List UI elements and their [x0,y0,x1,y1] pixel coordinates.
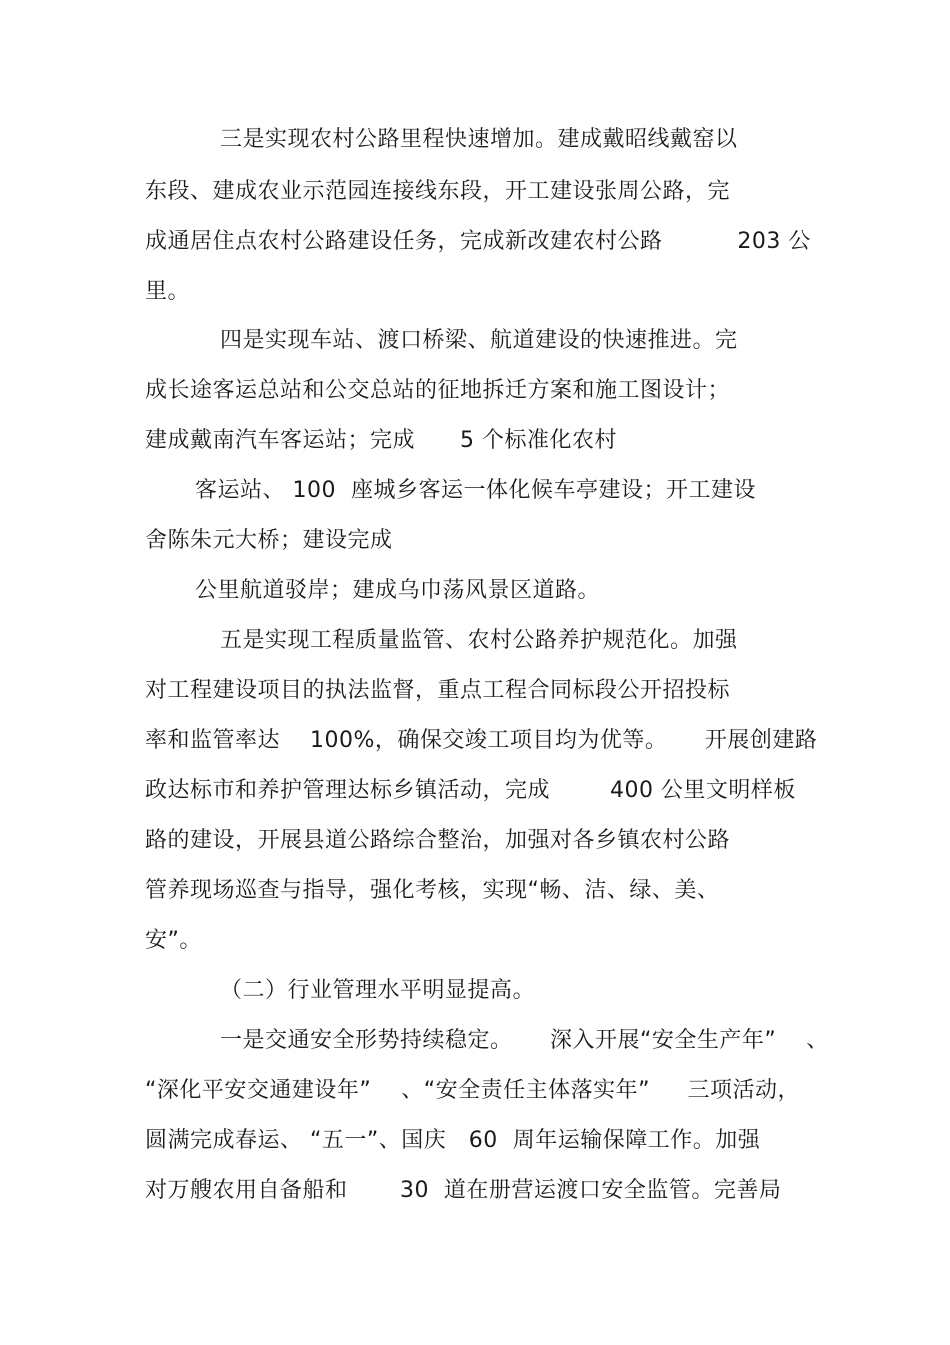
text-line: “深化平安交通建设年” 、“安全责任主体落实年” 三项活动， [145,1078,801,1103]
text-line: 成通居住点农村公路建设任务，完成新改建农村公路 203 公 [145,229,811,254]
text-line: 一是交通安全形势持续稳定。 深入开展“安全生产年” 、 [220,1028,829,1053]
text-line: 成长途客运总站和公交总站的征地拆迁方案和施工图设计； [145,378,731,403]
text-line: 三是实现农村公路里程快速增加。建成戴昭线戴窑以 [220,127,738,152]
text-line: 率和监管率达 100%，确保交竣工项目均为优等。 开展创建路 [145,728,818,753]
text-line: 路的建设，开展县道公路综合整治，加强对各乡镇农村公路 [145,828,731,853]
text-line: 圆满完成春运、 “五一”、国庆 60 周年运输保障工作。加强 [145,1128,761,1153]
text-line: 舍陈朱元大桥；建设完成 [145,528,393,553]
text-line: 政达标市和养护管理达标乡镇活动，完成 400 公里文明样板 [145,778,796,803]
text-line: 东段、建成农业示范园连接线东段，开工建设张周公路，完 [145,179,731,204]
section-heading: （二）行业管理水平明显提高。 [220,978,536,1003]
text-line: 安”。 [145,928,202,953]
text-line: 对工程建设项目的执法监督，重点工程合同标段公开招投标 [145,678,731,703]
text-line: 里。 [145,279,191,304]
text-line: 公里航道驳岸；建成乌巾荡风景区道路。 [195,578,601,603]
text-line: 客运站、 100 座城乡客运一体化候车亭建设；开工建设 [195,478,756,503]
text-line: 四是实现车站、渡口桥梁、航道建设的快速推进。完 [220,328,738,353]
text-line: 管养现场巡查与指导，强化考核，实现“畅、洁、绿、美、 [145,878,720,903]
text-line: 对万艘农用自备船和 30 道在册营运渡口安全监管。完善局 [145,1178,782,1203]
text-line: 五是实现工程质量监管、农村公路养护规范化。加强 [220,628,738,653]
text-line: 建成戴南汽车客运站；完成 5 个标准化农村 [145,428,617,453]
